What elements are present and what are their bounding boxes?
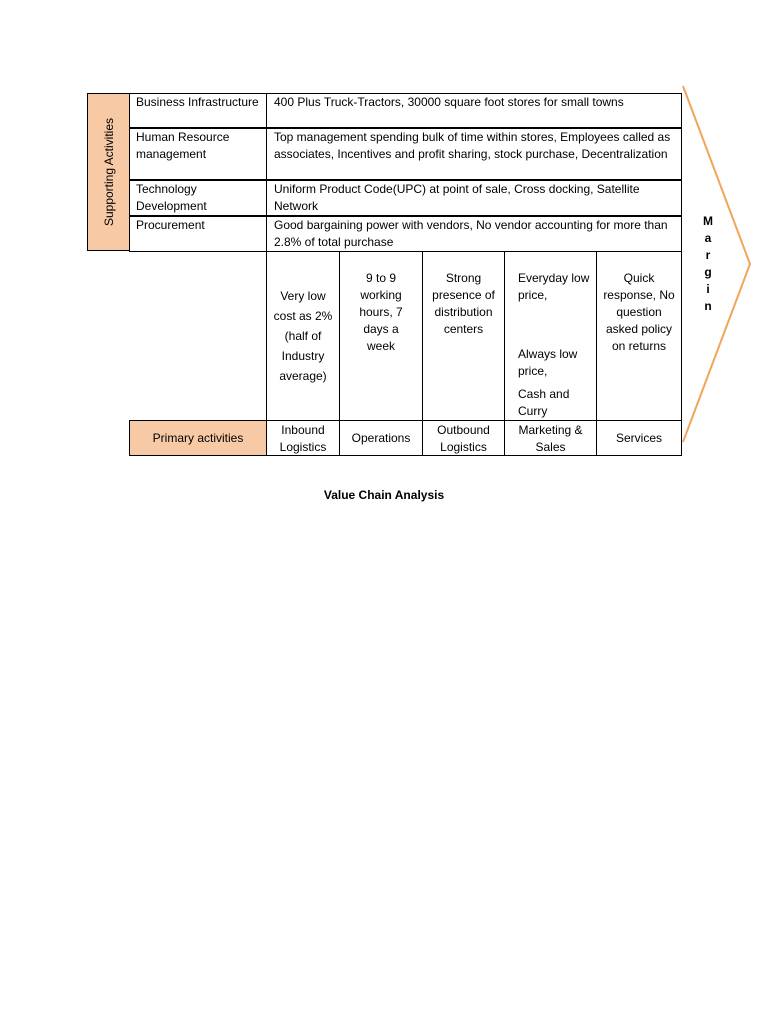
primary-detail-marketing-line-1: Everyday low price, [518,271,590,302]
primary-header-cell [266,420,340,456]
margin-letter: n [704,299,712,313]
support-name-cell [129,128,267,180]
primary-detail-operations: 9 to 9 working hours, 7 days a week [359,271,403,353]
margin-arrow-outline [683,86,750,442]
primary-header-outbound: Outbound Logistics [437,423,490,454]
primary-detail-marketing-line-2: Always low price, [518,347,578,378]
margin-letter: M [703,214,713,228]
primary-detail-services: Quick response, No question asked policy on returns [603,271,675,353]
support-detail-cell [266,93,682,128]
support-name-cell [129,93,267,128]
primary-activities-label: Primary activities [152,431,244,445]
support-detail-cell [266,180,682,216]
support-detail-cell [266,216,682,252]
primary-header-cell [504,420,597,456]
margin-arrow [678,84,758,448]
support-name-human-resource: Human Resource management [136,130,230,161]
primary-detail-outbound: Strong presence of distribution centers [432,271,495,336]
primary-detail-cell [266,251,340,421]
primary-detail-cell [596,251,682,421]
primary-header-cell [339,420,423,456]
margin-letter: i [706,282,710,296]
support-detail-cell [266,128,682,180]
margin-letter: a [704,231,712,245]
primary-header-cell [596,420,682,456]
support-name-cell [129,216,267,252]
support-name-procurement: Procurement [136,218,205,232]
figure-caption: Value Chain Analysis [323,488,445,502]
primary-header-operations: Operations [351,431,411,445]
primary-header-marketing: Marketing & Sales [518,423,583,454]
support-name-cell [129,180,267,216]
support-detail-technology: Uniform Product Code(UPC) at point of sale, Cross docking, Satellite Network [274,182,640,213]
primary-detail-inbound: Very low cost as 2%(half of Industry average) [273,289,333,383]
margin-letter: r [705,248,711,262]
primary-header-services: Services [615,431,662,445]
primary-detail-cell [504,251,597,421]
primary-detail-cell [422,251,505,421]
margin-letter: g [704,265,712,279]
support-name-business-infrastructure: Business Infrastructure [136,95,259,109]
margin-label [700,213,716,315]
primary-header-cell [422,420,505,456]
support-detail-business-infrastructure: 400 Plus Truck-Tractors, 30000 square foot stores for small towns [274,95,624,109]
support-detail-procurement: Good bargaining power with vendors, No vendor accounting for more than 2.8% of total purchase [274,218,668,249]
primary-activities-label-cell [129,420,267,456]
supporting-activities-label: Supporting Activities [87,93,130,251]
support-name-technology: Technology Development [136,182,207,213]
primary-detail-marketing-line-3: Cash and Curry [518,387,570,418]
primary-header-inbound: Inbound Logistics [279,423,327,454]
support-detail-human-resource: Top management spending bulk of time within stores, Employees called as associates, Incentives and profit sharing, stock purchase, Decentralization [274,130,671,161]
primary-detail-cell [339,251,423,421]
